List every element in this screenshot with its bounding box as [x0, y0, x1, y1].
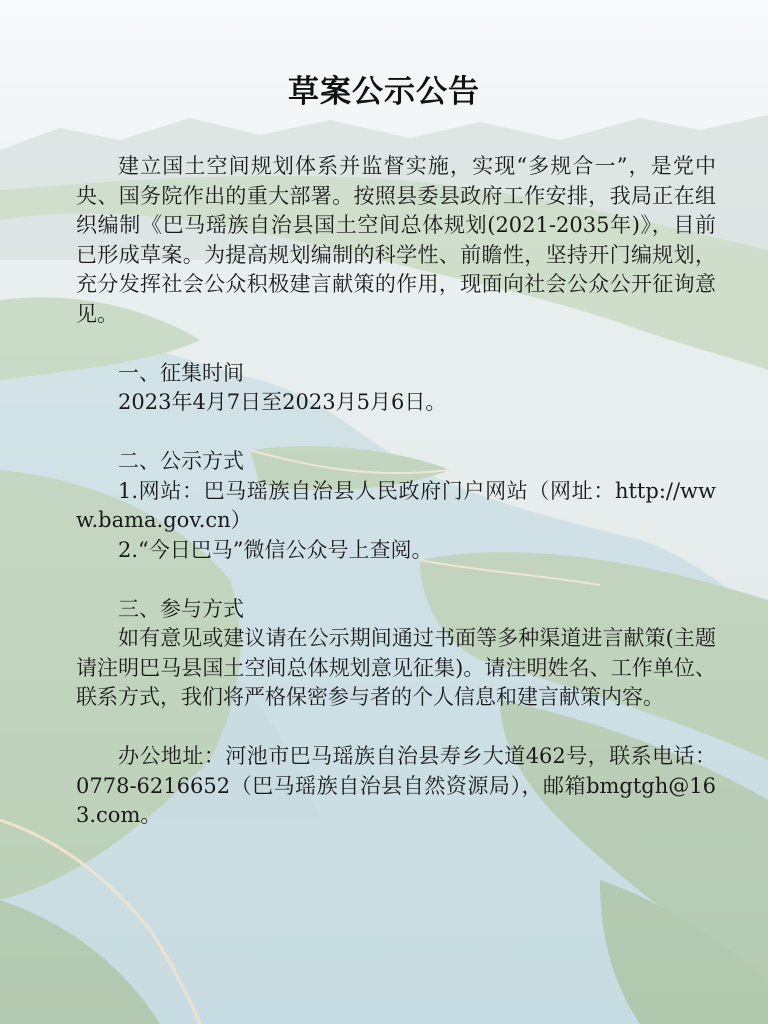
publicity-wechat-item: 2.“今日巴马”微信公众号上查阅。: [118, 537, 433, 562]
paragraph-spacer: [76, 713, 716, 743]
section-heading-participation-method: 三、参与方式: [118, 596, 244, 621]
paragraph-spacer: [76, 329, 716, 359]
section-heading-publicity-method: 二、公示方式: [118, 449, 244, 473]
intro-paragraph: 建立国土空间规划体系并监督实施，实现“多规合一”，是党中央、国务院作出的重大部署。按照县委县政府工作安排，我局正在组织编制《巴马瑶族自治县国土空间总体规划(2021-2035年)》，目前已形成草案。为提高规划编制的科学性、前瞻性，坚持开门编规划，充分发挥社会公众积极建言献策的作用，现面向社会公众公开征询意见。: [76, 154, 716, 326]
section-heading-collection-time: 一、征集时间: [118, 360, 244, 385]
collection-time-content: 2023年4月7日至2023月5月6日。: [118, 390, 447, 414]
contact-info: 办公地址：河池市巴马瑶族自治县寿乡大道462号，联系电话：0778-6216652（巴马瑶族自治县自然资源局），邮箱bmgtgh@163.com。: [76, 744, 716, 827]
announcement-body: [76, 152, 716, 831]
publicity-website-item: 1.网站：巴马瑶族自治县人民政府门户网站（网址：http://www.bama.gov.cn）: [76, 478, 716, 532]
paragraph-spacer: [76, 418, 716, 448]
paragraph-spacer: [76, 565, 716, 595]
page-title: 草案公示公告: [288, 74, 480, 110]
participation-content: 如有意见或建议请在公示期间通过书面等多种渠道进言献策(主题请注明巴马县国土空间总体规划意见征集)。请注明姓名、工作单位、联系方式，我们将严格保密参与者的个人信息和建言献策内容。: [76, 626, 716, 709]
